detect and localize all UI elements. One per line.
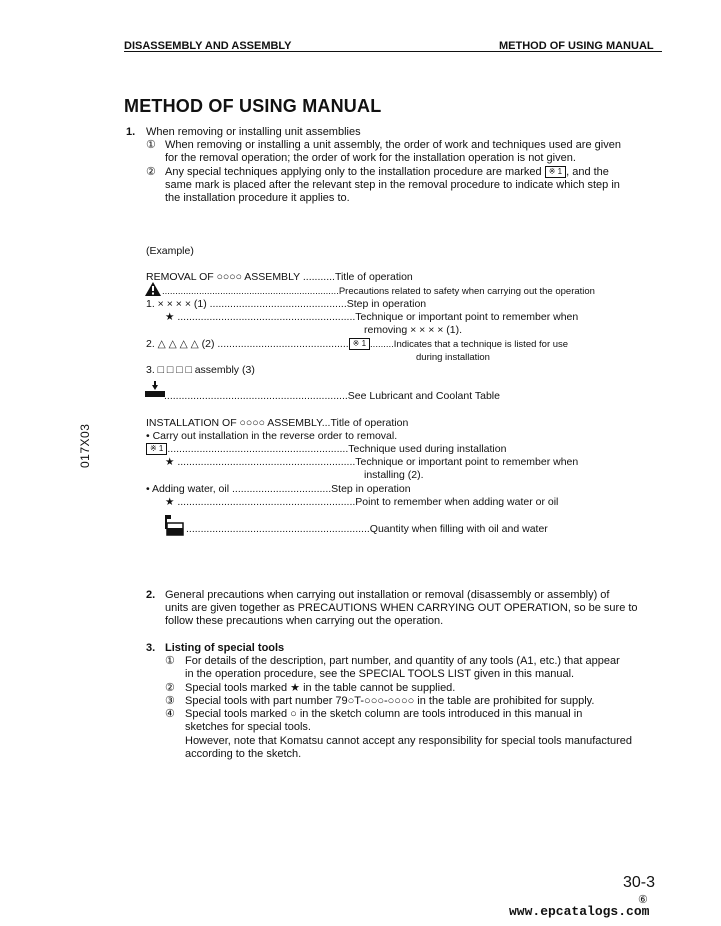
example-technique-line bbox=[146, 443, 506, 456]
mark-box: ※ 1 bbox=[545, 166, 566, 178]
section3-item3-mark: ③ bbox=[165, 695, 175, 707]
section3-number: 3. bbox=[146, 642, 156, 654]
example-star1-line1: ★ .............................................................Technique or important point to remember when bbox=[165, 311, 579, 323]
section3-heading: Listing of special tools bbox=[165, 642, 285, 654]
example-star1-line2: removing × × × × (1). bbox=[364, 324, 463, 336]
example-quantity-line: ...............................................................Quantity when filling with oil and water bbox=[186, 523, 548, 535]
side-code: 017X03 bbox=[78, 423, 92, 468]
section3-item4-line1: Special tools marked ○ in the sketch column are tools introduced in this manual in bbox=[185, 708, 583, 720]
header-left: DISASSEMBLY AND ASSEMBLY bbox=[124, 40, 292, 52]
section3-item4-line2: sketches for special tools. bbox=[185, 721, 311, 733]
section1-heading: When removing or installing unit assemblies bbox=[146, 126, 361, 138]
oil-water-quantity-icon bbox=[163, 515, 185, 537]
section1-item2-line1 bbox=[165, 166, 609, 179]
section3-item4-mark: ④ bbox=[165, 708, 175, 720]
section1-item2-line1-tail: , and the bbox=[566, 166, 609, 178]
section2-number: 2. bbox=[146, 589, 156, 601]
example-star2-line1: ★ .............................................................Technique or important point to remember when bbox=[165, 456, 579, 468]
section1-item1-mark: ① bbox=[146, 139, 156, 151]
section3-item1-line2: in the operation procedure, see the SPECIAL TOOLS LIST given in this manual. bbox=[185, 668, 575, 680]
warning-icon bbox=[145, 282, 161, 296]
example-technique-text: ..............................................................Technique used during installation bbox=[167, 443, 507, 455]
lubricant-icon bbox=[144, 381, 166, 399]
section1-item2-mark: ② bbox=[146, 166, 156, 178]
section2-line1: General precautions when carrying out installation or removal (disassembly or assembly) of bbox=[165, 589, 610, 601]
section2-line3: follow these precautions when carrying out the operation. bbox=[165, 615, 444, 627]
example-step1: 1. × × × × (1) ...............................................Step in operation bbox=[146, 298, 427, 310]
section3-item1-line1: For details of the description, part number, and quantity of any tools (A1, etc.) that appear bbox=[185, 655, 620, 667]
section3-item3-line1: Special tools with part number 79○T-○○○-○○○○ in the table are prohibited for supply. bbox=[185, 695, 595, 707]
example-removal-title: REMOVAL OF ○○○○ ASSEMBLY ...........Title of operation bbox=[146, 271, 413, 283]
section3-item4-line3: However, note that Komatsu cannot accept any responsibility for special tools manufactured bbox=[185, 735, 632, 747]
section1-item2-line2: same mark is placed after the relevant step in the removal procedure to indicate which step in bbox=[165, 179, 620, 191]
section1-item2-line3: the installation procedure it applies to. bbox=[165, 192, 350, 204]
example-star2-line2: installing (2). bbox=[364, 469, 424, 481]
header-right: METHOD OF USING MANUAL bbox=[499, 40, 654, 52]
section3-item4-line4: according to the sketch. bbox=[185, 748, 302, 760]
section1-item1-line2: for the removal operation; the order of work for the installation operation is not given. bbox=[165, 152, 576, 164]
mark-box: ※ 1 bbox=[146, 443, 167, 455]
header-rule bbox=[124, 51, 662, 52]
section3-item2-line1: Special tools marked ★ in the table cannot be supplied. bbox=[185, 682, 456, 694]
example-bullet2: • Adding water, oil ..................................Step in operation bbox=[146, 483, 411, 495]
revision-mark: ⑥ bbox=[638, 894, 648, 906]
example-step2-text: 2. △ △ △ △ (2) ............................................. bbox=[146, 338, 349, 350]
example-step2-note: .........Indicates that a technique is listed for use bbox=[370, 339, 569, 350]
section3-item1-mark: ① bbox=[165, 655, 175, 667]
example-step3: 3. □ □ □ □ assembly (3) bbox=[146, 364, 255, 376]
example-installation-title: INSTALLATION OF ○○○○ ASSEMBLY...Title of operation bbox=[146, 417, 409, 429]
section2-line2: units are given together as PRECAUTIONS WHEN CARRYING OUT OPERATION, so be sure to bbox=[165, 602, 638, 614]
example-star3: ★ .............................................................Point to remember when adding water or oil bbox=[165, 496, 559, 508]
page-number: 30-3 bbox=[623, 874, 656, 891]
page-title: METHOD OF USING MANUAL bbox=[124, 96, 382, 116]
example-warning-line: ...................................................................Precautions related to safety when carrying out the operation bbox=[162, 286, 595, 297]
section1-number: 1. bbox=[126, 126, 136, 138]
section1-item2-line1-text: Any special techniques applying only to the installation procedure are marked bbox=[165, 166, 542, 178]
example-label: (Example) bbox=[146, 245, 194, 257]
watermark-link[interactable]: www.epcatalogs.com bbox=[509, 904, 650, 919]
example-step2 bbox=[146, 338, 568, 351]
example-bullet1: • Carry out installation in the reverse order to removal. bbox=[146, 430, 398, 442]
mark-box: ※ 1 bbox=[349, 338, 370, 350]
example-step2-note-line2: during installation bbox=[416, 352, 490, 363]
section3-item2-mark: ② bbox=[165, 682, 175, 694]
section1-item1-line1: When removing or installing a unit assembly, the order of work and techniques used are given bbox=[165, 139, 621, 151]
example-lubricant-line: ...............................................................See Lubricant and Coolant Table bbox=[164, 390, 500, 402]
